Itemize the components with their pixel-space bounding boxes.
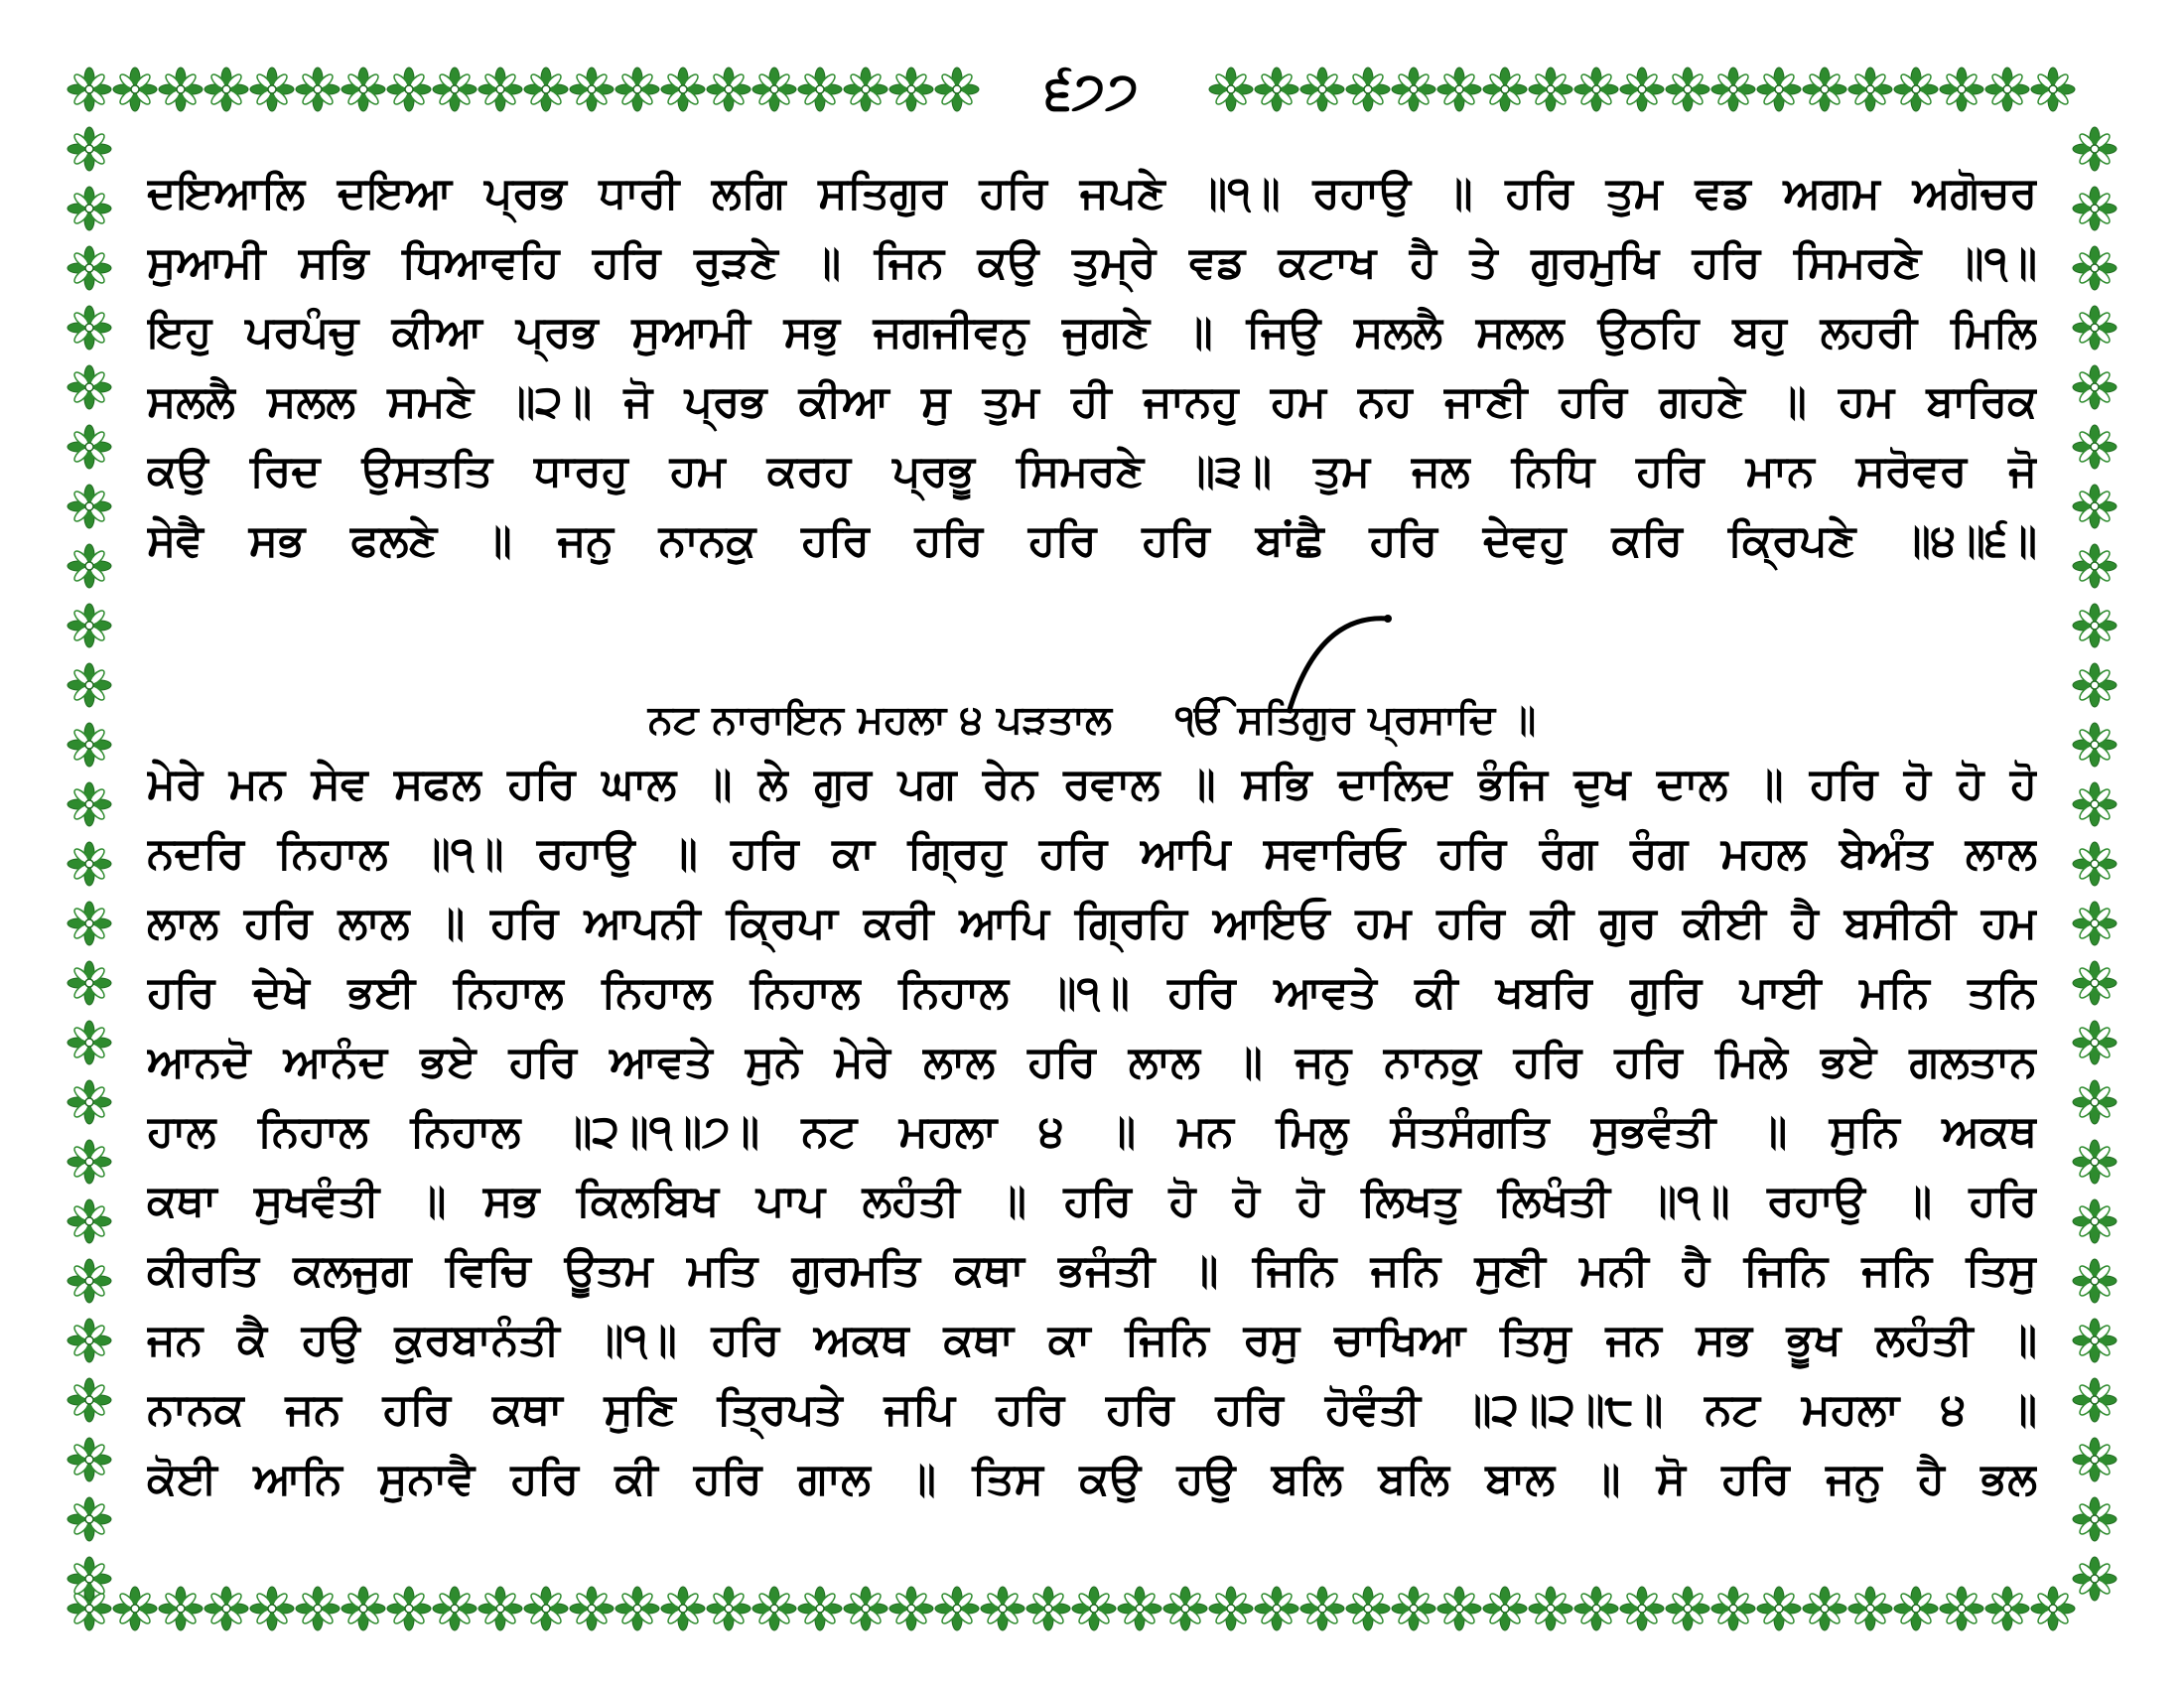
green-flower-vine-icon xyxy=(296,68,340,111)
green-flower-vine-icon xyxy=(68,902,111,945)
green-flower-vine-icon xyxy=(68,1319,111,1362)
green-flower-vine-icon xyxy=(68,961,111,1005)
green-flower-vine-icon xyxy=(1346,1587,1390,1630)
green-flower-vine-icon xyxy=(935,68,979,111)
green-flower-vine-icon xyxy=(2073,1021,2116,1064)
green-flower-vine-icon xyxy=(524,1587,568,1630)
green-flower-vine-icon xyxy=(159,68,203,111)
green-flower-vine-icon xyxy=(2073,1497,2116,1541)
green-flower-vine-icon xyxy=(68,68,111,111)
green-flower-vine-icon xyxy=(2073,723,2116,767)
green-flower-vine-icon xyxy=(2073,604,2116,647)
text-line: ਸੇਵੈ ਸਭ ਫਲਣੇ ॥ ਜਨੁ ਨਾਨਕੁ ਹਰਿ ਹਰਿ ਹਰਿ ਹਰਿ ਬਾਂਛੈ ਹਰਿ ਦੇਵਹੁ ਕਰਿ ਕ੍ਰਿਪਣੇ ॥੪॥੬॥ xyxy=(147,515,2037,566)
green-flower-vine-icon xyxy=(68,1140,111,1184)
green-flower-vine-icon xyxy=(1026,1587,1070,1630)
green-flower-vine-icon xyxy=(2073,1080,2116,1124)
green-flower-vine-icon xyxy=(615,68,659,111)
green-flower-vine-icon xyxy=(1940,1587,1983,1630)
green-flower-vine-icon xyxy=(1300,68,1344,111)
green-flower-vine-icon xyxy=(2073,425,2116,469)
green-flower-vine-icon xyxy=(68,1438,111,1481)
green-flower-vine-icon xyxy=(2073,1199,2116,1243)
green-flower-vine-icon xyxy=(2073,1259,2116,1303)
green-flower-vine-icon xyxy=(1529,68,1572,111)
green-flower-vine-icon xyxy=(1118,1587,1161,1630)
text-line: ਇਹੁ ਪਰਪੰਚੁ ਕੀਆ ਪ੍ਰਭ ਸੁਆਮੀ ਸਭੁ ਜਗਜੀਵਨੁ ਜੁਗਣੇ ॥ ਜਿਉ ਸਲਲੈ ਸਲਲ ਉਠਹਿ ਬਹੁ ਲਹਰੀ ਮਿਲਿ xyxy=(147,307,2037,357)
green-flower-vine-icon xyxy=(935,1587,979,1630)
green-flower-vine-icon xyxy=(1072,1587,1116,1630)
green-flower-vine-icon xyxy=(1209,1587,1253,1630)
green-flower-vine-icon xyxy=(68,1080,111,1124)
green-flower-vine-icon xyxy=(68,306,111,350)
green-flower-vine-icon xyxy=(205,1587,248,1630)
green-flower-vine-icon xyxy=(1529,1587,1572,1630)
text-line: ਲਾਲ ਹਰਿ ਲਾਲ ॥ ਹਰਿ ਆਪਨੀ ਕ੍ਰਿਪਾ ਕਰੀ ਆਪਿ ਗ੍ਰਿਹਿ ਆਇਓ ਹਮ ਹਰਿ ਕੀ ਗੁਰ ਕੀਈ ਹੈ ਬਸੀਠੀ ਹਮ xyxy=(147,898,2037,948)
text-line: ਦਇਆਲਿ ਦਇਆ ਪ੍ਰਭ ਧਾਰੀ ਲਗਿ ਸਤਿਗੁਰ ਹਰਿ ਜਪਣੇ ॥੧॥ ਰਹਾਉ ॥ ਹਰਿ ਤੁਮ ਵਡ ਅਗਮ ਅਗੋਚਰ xyxy=(147,168,2037,218)
green-flower-vine-icon xyxy=(68,365,111,409)
green-flower-vine-icon xyxy=(2031,68,2075,111)
green-flower-vine-icon xyxy=(752,1587,796,1630)
green-flower-vine-icon xyxy=(844,68,887,111)
green-flower-vine-icon xyxy=(1940,68,1983,111)
green-flower-vine-icon xyxy=(1255,68,1298,111)
green-flower-vine-icon xyxy=(387,1587,431,1630)
green-flower-vine-icon xyxy=(2073,902,2116,945)
green-flower-vine-icon xyxy=(2073,1557,2116,1601)
text-line: ਨਦਰਿ ਨਿਹਾਲ ॥੧॥ ਰਹਾਉ ॥ ਹਰਿ ਕਾ ਗ੍ਰਿਹੁ ਹਰਿ ਆਪਿ ਸਵਾਰਿਓ ਹਰਿ ਰੰਗ ਰੰਗ ਮਹਲ ਬੇਅੰਤ ਲਾਲ xyxy=(147,828,2037,879)
text-line: ਕੋਈ ਆਨਿ ਸੁਨਾਵੈ ਹਰਿ ਕੀ ਹਰਿ ਗਾਲ ॥ ਤਿਸ ਕਉ ਹਉ ਬਲਿ ਬਲਿ ਬਾਲ ॥ ਸੋ ਹਰਿ ਜਨੁ ਹੈ ਭਲ xyxy=(147,1454,2037,1504)
green-flower-vine-icon xyxy=(1894,68,1938,111)
green-flower-vine-icon xyxy=(1483,68,1527,111)
green-flower-vine-icon xyxy=(1757,1587,1801,1630)
text-line: ਸਲਲੈ ਸਲਲ ਸਮਣੇ ॥੨॥ ਜੋ ਪ੍ਰਭ ਕੀਆ ਸੁ ਤੁਮ ਹੀ ਜਾਨਹੁ ਹਮ ਨਹ ਜਾਣੀ ਹਰਿ ਗਹਣੇ ॥ ਹਮ ਬਾਰਿਕ xyxy=(147,376,2037,427)
green-flower-vine-icon xyxy=(296,1587,340,1630)
green-flower-vine-icon xyxy=(1346,68,1390,111)
text-line: ਮੇਰੇ ਮਨ ਸੇਵ ਸਫਲ ਹਰਿ ਘਾਲ ॥ ਲੇ ਗੁਰ ਪਗ ਰੇਨ ਰਵਾਲ ॥ ਸਭਿ ਦਾਲਿਦ ਭੰਜਿ ਦੁਖ ਦਾਲ ॥ ਹਰਿ ਹੋ ਹੋ ਹੋ xyxy=(147,759,2037,809)
green-flower-vine-icon xyxy=(68,425,111,469)
green-flower-vine-icon xyxy=(1803,1587,1846,1630)
green-flower-vine-icon xyxy=(981,1587,1024,1630)
green-flower-vine-icon xyxy=(68,1378,111,1422)
green-flower-vine-icon xyxy=(2073,127,2116,171)
green-flower-vine-icon xyxy=(2073,782,2116,826)
green-flower-vine-icon xyxy=(889,68,933,111)
green-flower-vine-icon xyxy=(1985,1587,2029,1630)
text-line: ਹਾਲ ਨਿਹਾਲ ਨਿਹਾਲ ॥੨॥੧॥੭॥ ਨਟ ਮਹਲਾ ੪ ॥ ਮਨ ਮਿਲੁ ਸੰਤਸੰਗਤਿ ਸੁਭਵੰਤੀ ॥ ਸੁਨਿ ਅਕਥ xyxy=(147,1106,2037,1157)
green-flower-vine-icon xyxy=(2073,306,2116,350)
green-flower-vine-icon xyxy=(2073,1140,2116,1184)
text-line: ਨਾਨਕ ਜਨ ਹਰਿ ਕਥਾ ਸੁਣਿ ਤ੍ਰਿਪਤੇ ਜਪਿ ਹਰਿ ਹਰਿ ਹਰਿ ਹੋਵੰਤੀ ॥੨॥੨॥੮॥ ਨਟ ਮਹਲਾ ੪ ॥ xyxy=(147,1384,2037,1435)
green-flower-vine-icon xyxy=(1255,1587,1298,1630)
green-flower-vine-icon xyxy=(1666,68,1709,111)
green-flower-vine-icon xyxy=(2073,842,2116,886)
green-flower-vine-icon xyxy=(798,1587,842,1630)
green-flower-vine-icon xyxy=(250,1587,294,1630)
green-flower-vine-icon xyxy=(1209,68,1253,111)
green-flower-vine-icon xyxy=(1437,1587,1481,1630)
green-flower-vine-icon xyxy=(1985,68,2029,111)
green-flower-vine-icon xyxy=(1300,1587,1344,1630)
green-flower-vine-icon xyxy=(1848,1587,1892,1630)
green-flower-vine-icon xyxy=(68,544,111,588)
page-number: ੬੭੭ xyxy=(993,52,1191,131)
green-flower-vine-icon xyxy=(2073,1319,2116,1362)
green-flower-vine-icon xyxy=(68,485,111,528)
green-flower-vine-icon xyxy=(1894,1587,1938,1630)
text-line: ਕੀਰਤਿ ਕਲਜੁਗ ਵਿਚਿ ਊਤਮ ਮਤਿ ਗੁਰਮਤਿ ਕਥਾ ਭਜੰਤੀ ॥ ਜਿਨਿ ਜਨਿ ਸੁਣੀ ਮਨੀ ਹੈ ਜਿਨਿ ਜਨਿ ਤਿਸੁ xyxy=(147,1245,2037,1296)
green-flower-vine-icon xyxy=(2073,1438,2116,1481)
green-flower-vine-icon xyxy=(68,1021,111,1064)
shabad-heading xyxy=(147,665,2037,755)
green-flower-vine-icon xyxy=(570,68,614,111)
green-flower-vine-icon xyxy=(478,68,522,111)
text-line: ਆਨਦੋ ਆਨੰਦ ਭਏ ਹਰਿ ਆਵਤੇ ਸੁਨੇ ਮੇਰੇ ਲਾਲ ਹਰਿ ਲਾਲ ॥ ਜਨੁ ਨਾਨਕੁ ਹਰਿ ਹਰਿ ਮਿਲੇ ਭਏ ਗਲਤਾਨ xyxy=(147,1037,2037,1087)
green-flower-vine-icon xyxy=(1163,1587,1207,1630)
green-flower-vine-icon xyxy=(68,1497,111,1541)
green-flower-vine-icon xyxy=(68,723,111,767)
green-flower-vine-icon xyxy=(205,68,248,111)
text-line: ਕਥਾ ਸੁਖਵੰਤੀ ॥ ਸਭ ਕਿਲਬਿਖ ਪਾਪ ਲਹੰਤੀ ॥ ਹਰਿ ਹੋ ਹੋ ਹੋ ਲਿਖਤੁ ਲਿਖੰਤੀ ॥੧॥ ਰਹਾਉ ॥ ਹਰਿ xyxy=(147,1176,2037,1226)
green-flower-vine-icon xyxy=(1574,68,1618,111)
green-flower-vine-icon xyxy=(68,782,111,826)
green-flower-vine-icon xyxy=(661,68,705,111)
green-flower-vine-icon xyxy=(1392,1587,1435,1630)
green-flower-vine-icon xyxy=(68,127,111,171)
green-flower-vine-icon xyxy=(889,1587,933,1630)
green-flower-vine-icon xyxy=(68,604,111,647)
green-flower-vine-icon xyxy=(68,1557,111,1601)
green-flower-vine-icon xyxy=(524,68,568,111)
mool-mantar-invocation: ੴ ਸਤਿਗੁਰ ਪ੍ਰਸਾਦਿ ॥ xyxy=(1174,697,1537,743)
green-flower-vine-icon xyxy=(1711,68,1755,111)
green-flower-vine-icon xyxy=(2073,663,2116,707)
green-flower-vine-icon xyxy=(1437,68,1481,111)
green-flower-vine-icon xyxy=(68,1199,111,1243)
green-flower-vine-icon xyxy=(2031,1587,2075,1630)
green-flower-vine-icon xyxy=(1483,1587,1527,1630)
text-line: ਹਰਿ ਦੇਖੇ ਭਈ ਨਿਹਾਲ ਨਿਹਾਲ ਨਿਹਾਲ ਨਿਹਾਲ ॥੧॥ ਹਰਿ ਆਵਤੇ ਕੀ ਖਬਰਿ ਗੁਰਿ ਪਾਈ ਮਨਿ ਤਨਿ xyxy=(147,967,2037,1018)
green-flower-vine-icon xyxy=(2073,246,2116,290)
green-flower-vine-icon xyxy=(1666,1587,1709,1630)
green-flower-vine-icon xyxy=(1848,68,1892,111)
green-flower-vine-icon xyxy=(661,1587,705,1630)
green-flower-vine-icon xyxy=(387,68,431,111)
green-flower-vine-icon xyxy=(159,1587,203,1630)
text-line: ਕਉ ਰਿਦ ਉਸਤਤਿ ਧਾਰਹੁ ਹਮ ਕਰਹ ਪ੍ਰਭੂ ਸਿਮਰਣੇ ॥੩॥ ਤੁਮ ਜਲ ਨਿਧਿ ਹਰਿ ਮਾਨ ਸਰੋਵਰ ਜੋ xyxy=(147,446,2037,496)
green-flower-vine-icon xyxy=(1711,1587,1755,1630)
green-flower-vine-icon xyxy=(341,1587,385,1630)
green-flower-vine-icon xyxy=(570,1587,614,1630)
raag-heading: ਨਟ ਨਾਰਾਇਨ ਮਹਲਾ ੪ ਪੜਤਾਲ xyxy=(647,697,1113,743)
green-flower-vine-icon xyxy=(68,187,111,230)
scripture-text xyxy=(147,159,2037,1549)
green-flower-vine-icon xyxy=(2073,187,2116,230)
text-line: ਜਨ ਕੈ ਹਉ ਕੁਰਬਾਨੰਤੀ ॥੧॥ ਹਰਿ ਅਕਥ ਕਥਾ ਕਾ ਜਿਨਿ ਰਸੁ ਚਾਖਿਆ ਤਿਸੁ ਜਨ ਸਭ ਭੂਖ ਲਹੰਤੀ ॥ xyxy=(147,1315,2037,1365)
green-flower-vine-icon xyxy=(433,68,477,111)
green-flower-vine-icon xyxy=(1392,68,1435,111)
green-flower-vine-icon xyxy=(341,68,385,111)
green-flower-vine-icon xyxy=(2073,365,2116,409)
green-flower-vine-icon xyxy=(752,68,796,111)
green-flower-vine-icon xyxy=(68,663,111,707)
green-flower-vine-icon xyxy=(798,68,842,111)
green-flower-vine-icon xyxy=(478,1587,522,1630)
green-flower-vine-icon xyxy=(1620,68,1664,111)
green-flower-vine-icon xyxy=(1803,68,1846,111)
green-flower-vine-icon xyxy=(113,1587,157,1630)
green-flower-vine-icon xyxy=(615,1587,659,1630)
green-flower-vine-icon xyxy=(433,1587,477,1630)
green-flower-vine-icon xyxy=(1574,1587,1618,1630)
green-flower-vine-icon xyxy=(113,68,157,111)
green-flower-vine-icon xyxy=(2073,1378,2116,1422)
green-flower-vine-icon xyxy=(68,842,111,886)
green-flower-vine-icon xyxy=(844,1587,887,1630)
green-flower-vine-icon xyxy=(250,68,294,111)
green-flower-vine-icon xyxy=(1620,1587,1664,1630)
green-flower-vine-icon xyxy=(1757,68,1801,111)
green-flower-vine-icon xyxy=(707,68,751,111)
text-line: ਸੁਆਮੀ ਸਭਿ ਧਿਆਵਹਿ ਹਰਿ ਰੁੜਣੇ ॥ ਜਿਨ ਕਉ ਤੁਮ੍ਰੇ ਵਡ ਕਟਾਖ ਹੈ ਤੇ ਗੁਰਮੁਖਿ ਹਰਿ ਸਿਮਰਣੇ ॥੧॥ xyxy=(147,237,2037,288)
green-flower-vine-icon xyxy=(68,1259,111,1303)
green-flower-vine-icon xyxy=(2073,961,2116,1005)
green-flower-vine-icon xyxy=(2073,485,2116,528)
green-flower-vine-icon xyxy=(2073,544,2116,588)
green-flower-vine-icon xyxy=(68,246,111,290)
green-flower-vine-icon xyxy=(707,1587,751,1630)
